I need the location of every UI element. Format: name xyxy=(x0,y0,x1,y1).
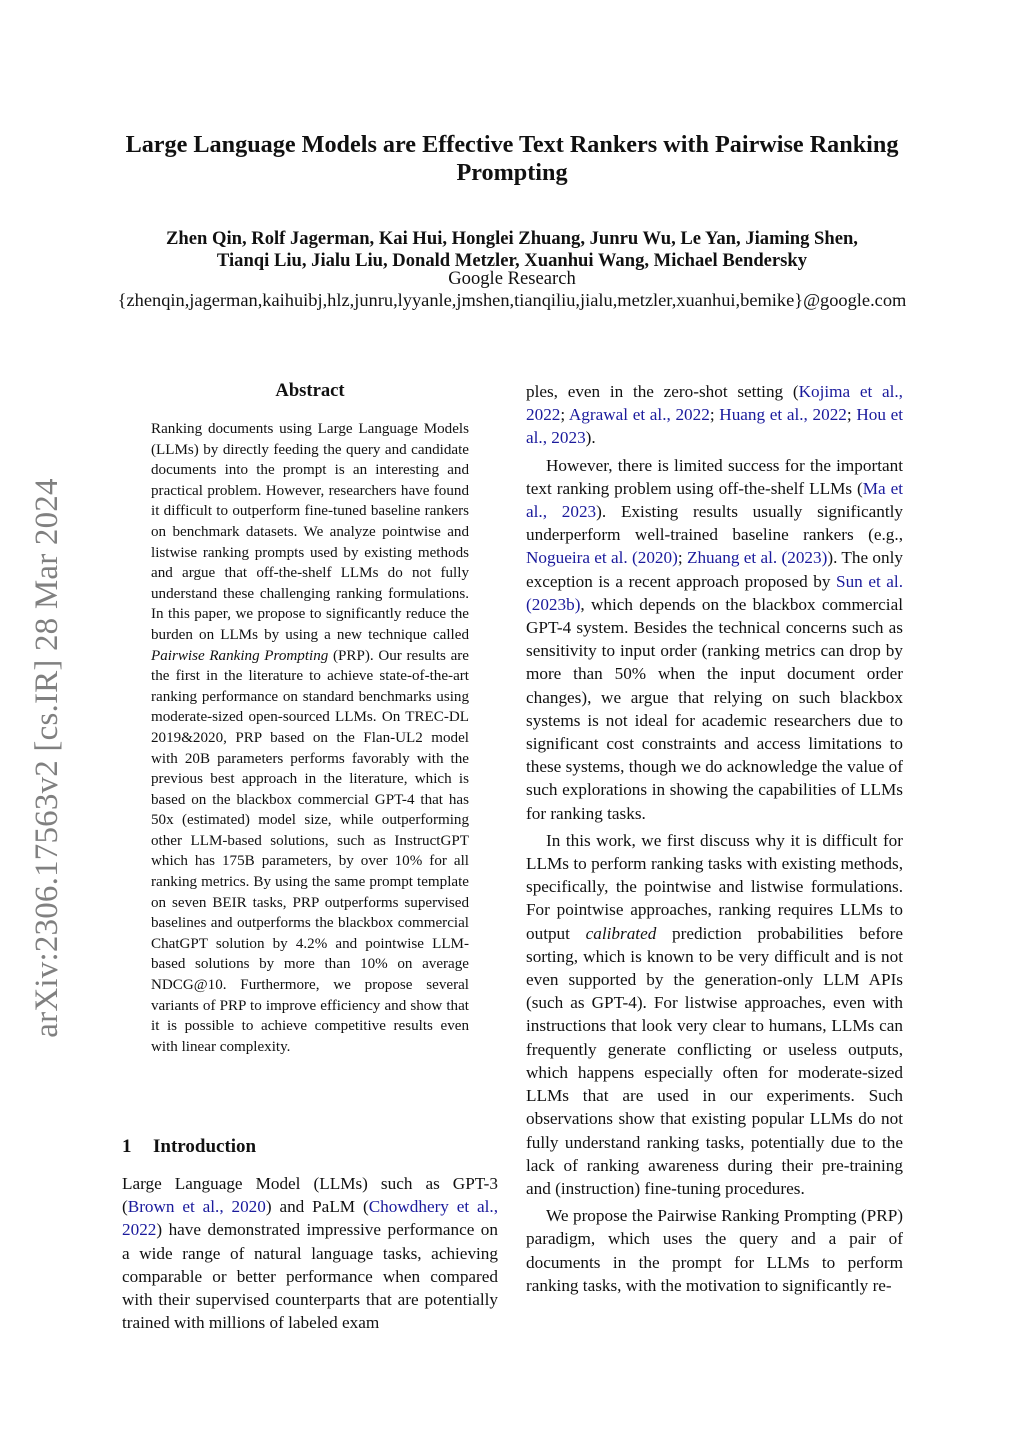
affiliation: Google Research xyxy=(448,268,576,289)
intro-paragraph-1 xyxy=(122,1172,498,1334)
introduction-left-column xyxy=(122,1172,498,1334)
right-paragraph-4: We propose the Pairwise Ranking Prompting (PRP) paradigm, which uses the query and a pair of documents in the prompt for LLMs to perform ranking tasks, with the motivation to significantly re- xyxy=(526,1206,903,1295)
text-run: ) and PaLM ( xyxy=(265,1197,369,1217)
text-run: ). xyxy=(585,428,596,448)
abstract-emphasis: Pairwise Ranking Prompting xyxy=(151,647,329,664)
citation-link[interactable]: Nogueira et al. (2020) xyxy=(526,548,678,568)
section-number: 1 xyxy=(122,1136,132,1157)
citation-link[interactable]: Zhuang et al. (2023) xyxy=(686,548,828,568)
right-column xyxy=(526,380,903,1297)
emphasis: calibrated xyxy=(585,923,657,943)
text-run: However, there is limited success for the important text ranking problem using off-the-shelf LLMs ( xyxy=(526,455,903,498)
authors-line-2: Tianqi Liu, Jialu Liu, Donald Metzler, Xuanhui Wang, Michael Bendersky xyxy=(216,250,808,271)
citation-link[interactable]: Ma et al., 2023 xyxy=(526,478,903,522)
text-run: prediction probabilities before sorting, which is known to be very difficult and is not even supported by the generation-only LLM APIs (such as GPT-4). For listwise approaches, even with instructions that look very clear to humans, LLMs can frequently generate conflicting or useless outputs, which happens especially often for moderate-sized LLMs that are used in our experiments. Such observations show that existing popular LLMs do not fully understand ranking tasks, potentially due to the lack of ranking awareness during their pre-training and (instruction) fine-tuning procedures. xyxy=(526,923,903,1198)
section-title: Introduction xyxy=(153,1136,257,1157)
abstract-text-part-2: (PRP). Our results are the first in the literature to achieve state-of-the-art ranking performance on standard benchmarks using moderate-sized open-sourced LLMs. On TREC-DL 2019&2020, PRP based on the Flan-UL2 model with 20B parameters performs favorably with the previous best approach in the literature, which is based on the blackbox commercial GPT-4 that has 50x (estimated) model size, while outperforming other LLM-based solutions, such as InstructGPT which has 175B parameters, by over 10% for all ranking metrics. By using the same prompt template on seven BEIR tasks, PRP outperforms supervised baselines and outperforms the blackbox commercial ChatGPT solution by 4.2% and pointwise LLM-based solutions by more than 10% on average NDCG@10. Furthermore, we propose several variants of PRP to improve efficiency and show that it is possible to achieve competitive results even with linear complexity. xyxy=(151,647,469,1055)
abstract-text-part-1: Ranking documents using Large Language Models (LLMs) by directly feeding the query and candidate documents into the prompt is an interesting and practical problem. However, researchers have found it difficult to outperform fine-tuned baseline rankers on benchmark datasets. We analyze pointwise and listwise ranking prompts used by existing methods and argue that off-the-shelf LLMs do not fully understand these challenging ranking formulations. In this paper, we propose to significantly reduce the burden on LLMs by using a new technique called xyxy=(151,421,469,643)
paper-title: Large Language Models are Effective Text Rankers with Pairwise Ranking Prompting xyxy=(125,131,899,186)
citation-link[interactable]: Kojima et al., 2022 xyxy=(526,382,903,425)
citation-link[interactable]: Huang et al., 2022 xyxy=(719,405,847,425)
author-emails: {zhenqin,jagerman,kaihuibj,hlz,junru,lyyanle,jmshen,tianqiliu,jialu,metzler,xuanhui,bemike}@google.com xyxy=(117,290,907,310)
abstract-heading: Abstract xyxy=(275,380,345,401)
right-paragraph-3 xyxy=(526,829,903,1200)
text-run: ) have demonstrated impressive performance on a wide range of natural language tasks, achieving comparable or better performance when compared with their supervised counterparts that are potentially trained with millions of labeled exam xyxy=(122,1220,498,1333)
text-run: ; xyxy=(560,405,569,425)
citation-link[interactable]: Agrawal et al., 2022 xyxy=(568,405,710,425)
citation-link[interactable]: Hou et al., 2023 xyxy=(526,405,904,448)
citation-link[interactable]: Brown et al., 2020 xyxy=(127,1197,266,1217)
text-run: Large Language Model (LLMs) such as GPT-3 ( xyxy=(122,1174,498,1217)
author-list xyxy=(60,228,964,272)
text-run: ; xyxy=(709,405,720,425)
text-run: ; xyxy=(677,548,687,568)
arxiv-identifier: arXiv:2306.17563v2 [cs.IR] 28 Mar 2024 xyxy=(29,478,65,1038)
right-paragraph-2 xyxy=(526,454,903,825)
text-run: ; xyxy=(846,405,857,425)
citation-link[interactable]: Sun et al. (2023b) xyxy=(526,571,903,614)
citation-link[interactable]: Chowdhery et al., 2022 xyxy=(122,1197,498,1240)
right-paragraph-1 xyxy=(526,380,903,450)
text-run: ). Existing results usually significantly underperform well-trained baseline rankers (e.g., xyxy=(526,502,904,545)
authors-line-1: Zhen Qin, Rolf Jagerman, Kai Hui, Honglei Zhuang, Junru Wu, Le Yan, Jiaming Shen, xyxy=(166,228,858,249)
text-run: In this work, we first discuss why it is difficult for LLMs to perform ranking tasks with existing methods, specifically, the pointwise and listwise formulations. For pointwise approaches, ranking requires LLMs to output xyxy=(526,830,903,943)
text-run: , which depends on the blackbox commercial GPT-4 system. Besides the technical concerns such as sensitivity to input order (ranking metrics can drop by more than 50% when the input document order changes), we argue that relying on such blackbox systems is not ideal for academic researchers due to significant cost constraints and access limitations to these systems, though we do acknowledge the value of such explorations in showing the capabilities of LLMs for ranking tasks. xyxy=(526,594,903,823)
text-run: ). The only exception is a recent approach proposed by xyxy=(526,548,903,591)
section-heading-introduction xyxy=(122,1136,502,1158)
text-run: ples, even in the zero-shot setting ( xyxy=(526,382,799,401)
abstract-body xyxy=(151,419,469,1057)
